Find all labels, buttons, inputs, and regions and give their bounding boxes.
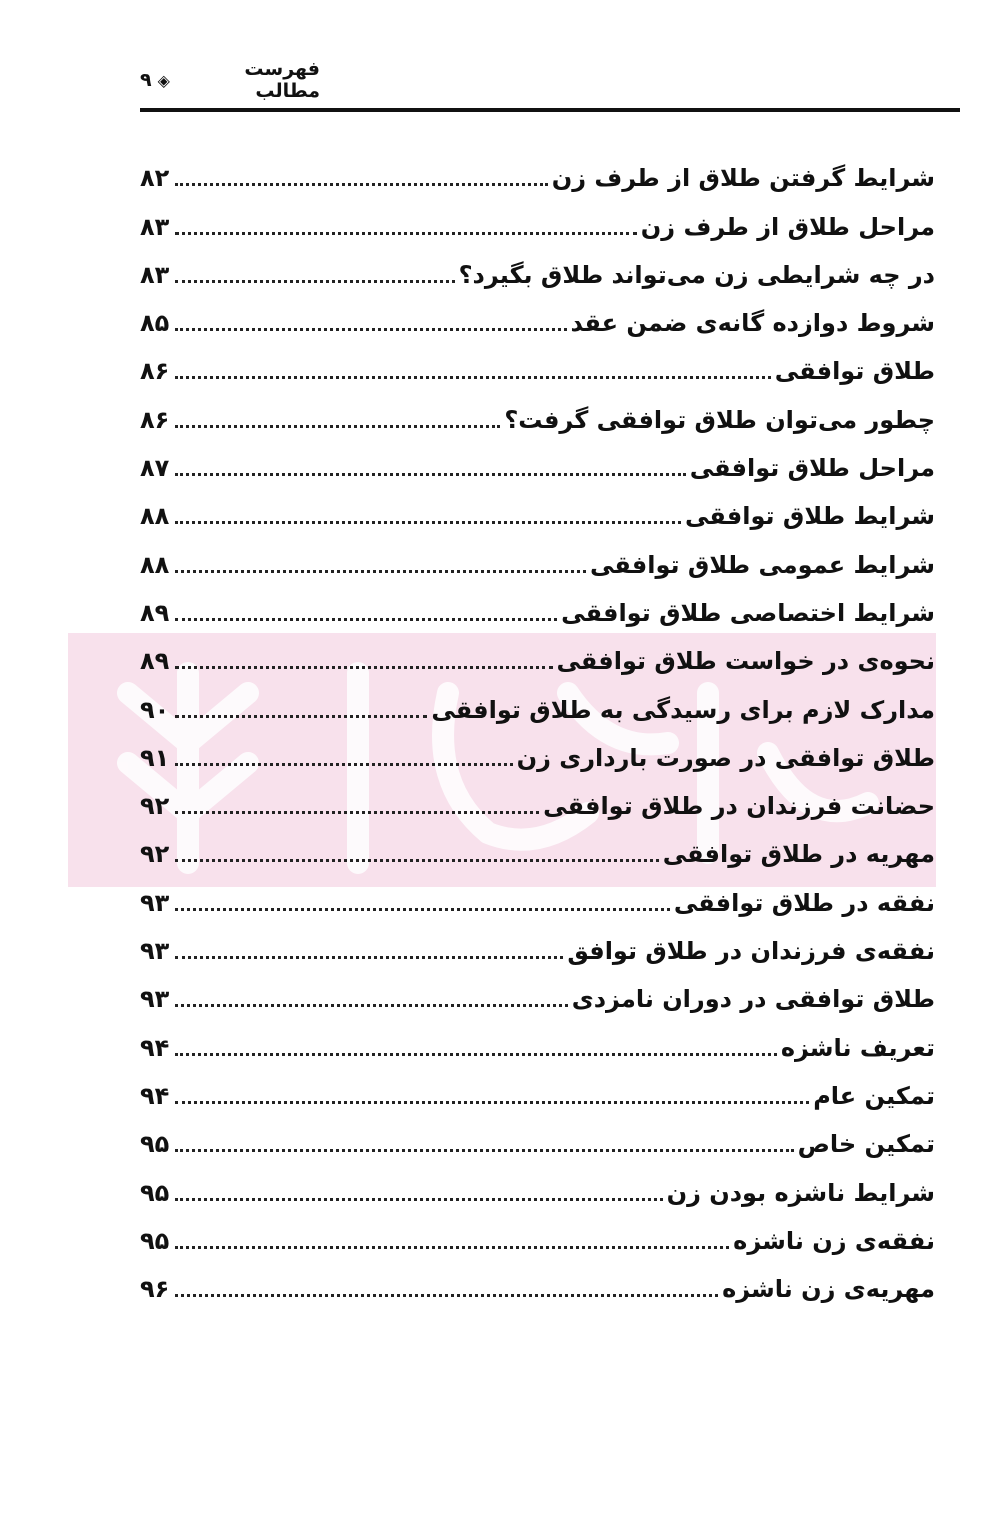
toc-entry-page: ۸۸	[140, 550, 170, 579]
toc-entry-title: در چه شرایطی زن می‌تواند طلاق بگیرد؟	[458, 260, 935, 289]
toc-entry	[140, 630, 935, 678]
toc-entry	[140, 775, 935, 823]
dot-leader	[175, 1004, 567, 1007]
toc-entry-page: ۹۲	[140, 792, 170, 821]
toc-entry-title: طلاق توافقی	[774, 357, 935, 386]
toc-entry	[140, 340, 935, 388]
toc-entry-page: ۹۵	[140, 1226, 170, 1255]
toc-entry	[140, 582, 935, 630]
toc-entry-title: شرایط ناشزه بودن زن	[666, 1178, 935, 1207]
toc-entry	[140, 388, 935, 436]
toc-entry-page: ۸۳	[140, 212, 170, 241]
toc-entry	[140, 195, 935, 243]
toc-entry-title: مراحل طلاق توافقی	[689, 454, 935, 483]
dot-leader	[175, 425, 500, 428]
dot-leader	[175, 1101, 809, 1104]
toc-entry-page: ۸۹	[140, 598, 170, 627]
toc-entry	[140, 1258, 935, 1306]
dot-leader	[175, 1294, 718, 1297]
diamond-ornament-icon: ◈	[157, 70, 170, 90]
toc-entry	[140, 244, 935, 292]
toc-entry-page: ۹۰	[140, 695, 170, 724]
toc-entry	[140, 920, 935, 968]
toc-entry	[140, 678, 935, 726]
toc-entry	[140, 147, 935, 195]
toc-entry-title: نفقه‌ی زن ناشزه	[733, 1226, 935, 1255]
dot-leader	[175, 1198, 662, 1201]
toc-entry	[140, 1065, 935, 1113]
toc-entry-page: ۸۳	[140, 260, 170, 289]
toc-entry-page: ۸۸	[140, 502, 170, 531]
toc-entry-page: ۸۶	[140, 357, 170, 386]
toc-entry-page: ۹۳	[140, 937, 170, 966]
toc-entry-title: چطور می‌توان طلاق توافقی گرفت؟	[504, 405, 935, 434]
toc-entry-page: ۸۲	[140, 164, 170, 193]
dot-leader	[175, 956, 563, 959]
toc-entry	[140, 292, 935, 340]
toc-entry-title: شرایط گرفتن طلاق از طرف زن	[551, 164, 935, 193]
dot-leader	[175, 232, 637, 235]
toc-entry	[140, 437, 935, 485]
dot-leader	[175, 715, 427, 718]
toc-entry-page: ۸۹	[140, 647, 170, 676]
toc-entry-page: ۹۶	[140, 1275, 170, 1304]
dot-leader	[175, 183, 547, 186]
toc-entry-title: مراحل طلاق از طرف زن	[640, 212, 935, 241]
toc-entry-page: ۹۱	[140, 743, 170, 772]
dot-leader	[175, 570, 586, 573]
dot-leader	[175, 618, 557, 621]
toc-entry-title: مهریه در طلاق توافقی	[662, 840, 935, 869]
toc-entry-title: تمکین خاص	[797, 1130, 935, 1159]
toc-entry	[140, 1210, 935, 1258]
dot-leader	[175, 908, 670, 911]
toc-entry-title: تمکین عام	[813, 1081, 935, 1110]
toc-entry	[140, 485, 935, 533]
header-title: فهرست مطالب	[244, 58, 320, 102]
toc-entry-page: ۹۵	[140, 1178, 170, 1207]
toc-entry-title: مدارک لازم برای رسیدگی به طلاق توافقی	[431, 695, 935, 724]
header-rule	[140, 108, 960, 112]
dot-leader	[175, 666, 552, 669]
dot-leader	[175, 763, 512, 766]
toc-entry-page: ۹۵	[140, 1130, 170, 1159]
toc-entry-title: تعریف ناشزه	[780, 1033, 935, 1062]
dot-leader	[175, 521, 681, 524]
toc-entry-title: طلاق توافقی در دوران نامزدی	[571, 985, 935, 1014]
toc-entry-page: ۹۳	[140, 888, 170, 917]
dot-leader	[175, 1246, 729, 1249]
toc-entry-title: شرایط طلاق توافقی	[684, 502, 935, 531]
dot-leader	[175, 1149, 793, 1152]
toc-entry-title: شرایط عمومی طلاق توافقی	[589, 550, 935, 579]
dot-leader	[175, 280, 454, 283]
table-of-contents	[140, 147, 935, 1306]
toc-entry-title: حضانت فرزندان در طلاق توافقی	[543, 792, 935, 821]
toc-entry	[140, 1113, 935, 1161]
dot-leader	[175, 328, 566, 331]
toc-entry-page: ۹۴	[140, 1033, 170, 1062]
toc-entry-page: ۹۳	[140, 985, 170, 1014]
header-page-number: ۹	[140, 69, 152, 91]
toc-entry	[140, 1016, 935, 1064]
toc-entry-title: طلاق توافقی در صورت بارداری زن	[516, 743, 935, 772]
dot-leader	[175, 811, 539, 814]
toc-entry-page: ۹۲	[140, 840, 170, 869]
toc-entry-title: نحوه‌ی در خواست طلاق توافقی	[556, 647, 935, 676]
toc-entry	[140, 823, 935, 871]
toc-entry-page: ۹۴	[140, 1081, 170, 1110]
toc-entry-title: مهریه‌ی زن ناشزه	[722, 1275, 935, 1304]
toc-entry-title: نفقه‌ی فرزندان در طلاق توافق	[567, 937, 935, 966]
toc-entry-page: ۸۷	[140, 454, 170, 483]
toc-entry-title: شرایط اختصاصی طلاق توافقی	[561, 598, 935, 627]
running-header	[140, 58, 320, 102]
toc-entry	[140, 1161, 935, 1209]
toc-entry-title: شروط دوازده گانه‌ی ضمن عقد	[570, 309, 935, 338]
toc-entry-page: ۸۵	[140, 309, 170, 338]
toc-entry	[140, 871, 935, 919]
dot-leader	[175, 473, 685, 476]
toc-entry	[140, 968, 935, 1016]
toc-entry-title: نفقه در طلاق توافقی	[673, 888, 935, 917]
toc-entry	[140, 727, 935, 775]
toc-entry	[140, 533, 935, 581]
toc-entry-page: ۸۶	[140, 405, 170, 434]
dot-leader	[175, 1053, 777, 1056]
dot-leader	[175, 859, 658, 862]
dot-leader	[175, 376, 771, 379]
